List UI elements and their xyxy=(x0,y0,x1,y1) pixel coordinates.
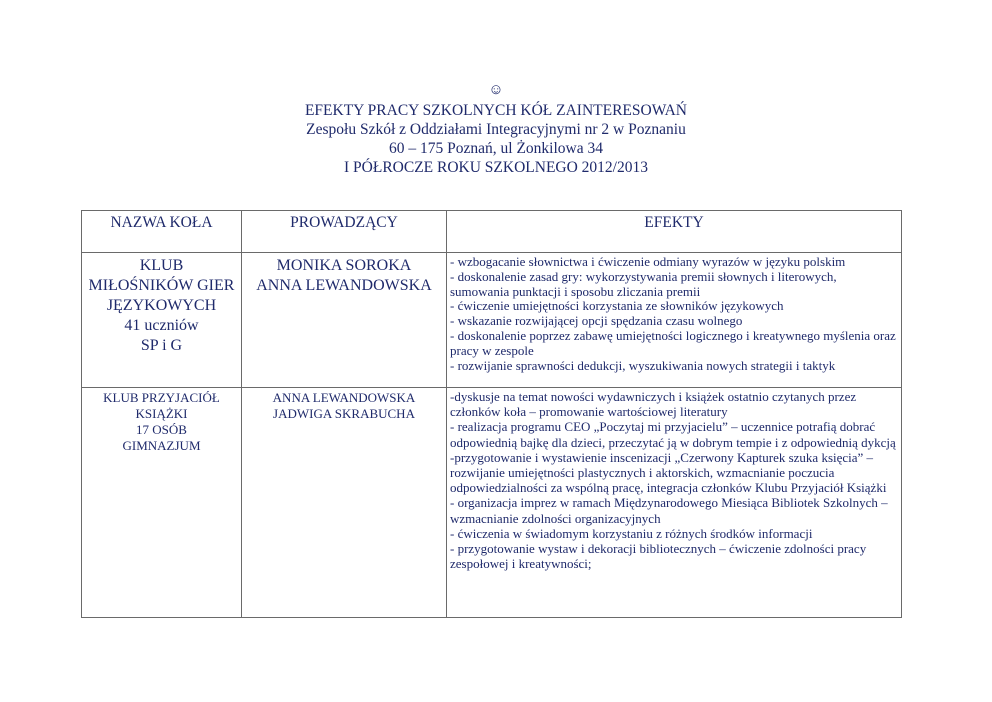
leaders-cell xyxy=(242,388,447,618)
club-name-cell xyxy=(82,388,242,618)
leader-name: MONIKA SOROKA xyxy=(276,257,412,274)
club-member-count: 41 uczniów xyxy=(124,317,199,334)
effect-item: - doskonalenie poprzez zabawę umiejętności logicznego i kreatywnego myślenia oraz pracy w zespole xyxy=(450,327,896,358)
effect-item: - ćwiczenia w świadomym korzystaniu z różnych środków informacji xyxy=(450,525,813,541)
leader-name: JADWIGA SKRABUCHA xyxy=(273,406,415,421)
leaders-cell xyxy=(242,253,447,388)
effect-item: - rozwijanie sprawności dedukcji, wyszukiwania nowych strategii i taktyk xyxy=(450,357,836,373)
club-name-line: MIŁOŚNIKÓW GIER xyxy=(88,277,235,294)
club-name-line: KLUB PRZYJACIÓŁ xyxy=(103,390,220,405)
smiley-icon: ☺ xyxy=(488,82,504,98)
effect-item: - doskonalenie zasad gry: wykorzystywania premii słownych i literowych, sumowania punktacji i sposobu zliczania premii xyxy=(450,268,837,299)
effects-cell xyxy=(447,253,902,388)
club-name-line: JĘZYKOWYCH xyxy=(106,297,217,314)
leader-name: ANNA LEWANDOWSKA xyxy=(256,277,432,294)
table-row xyxy=(82,253,902,388)
table-header-row xyxy=(82,211,902,253)
effects-cell xyxy=(447,388,902,618)
header-effects: EFEKTY xyxy=(447,211,902,253)
school-address: 60 – 175 Poznań, ul Żonkilowa 34 xyxy=(389,140,603,157)
leader-name: ANNA LEWANDOWSKA xyxy=(272,390,416,405)
effects-table xyxy=(81,210,902,618)
club-member-count: 17 OSÓB xyxy=(136,422,187,437)
effect-item: -przygotowanie i wystawienie inscenizacji „Czerwony Kapturek szuka księcia” – rozwijanie umiejętności plastycznych i aktorskich, wzmacnianie poczucia odpowiedzialności za wspólną pracę, integracja członków Klubu Przyjaciół Książki xyxy=(450,449,887,496)
effect-item: - przygotowanie wystaw i dekoracji bibliotecznych – ćwiczenie zdolności pracy zespołowej i kreatywności; xyxy=(450,541,867,572)
school-name: Zespołu Szkół z Oddziałami Integracyjnymi nr 2 w Poznaniu xyxy=(306,121,686,138)
header-leaders: PROWADZĄCY xyxy=(242,211,447,253)
club-name-line: KLUB xyxy=(139,257,184,274)
club-name-line: KSIĄŻKI xyxy=(135,406,188,421)
effect-item: - organizacja imprez w ramach Międzynarodowego Miesiąca Bibliotek Szkolnych – wzmacnianie zdolności organizacyjnych xyxy=(450,495,888,526)
term-label: I PÓŁROCZE ROKU SZKOLNEGO 2012/2013 xyxy=(344,159,648,176)
effect-item: - wskazanie rozwijającej opcji spędzania czasu wolnego xyxy=(450,313,743,329)
effect-item: -dyskusje na temat nowości wydawniczych i książek ostatnio czytanych przez członków koła – promowanie wartościowej literatury xyxy=(450,389,857,420)
effect-item: - ćwiczenie umiejętności korzystania ze słowników językowych xyxy=(450,298,784,314)
table-row xyxy=(82,388,902,618)
header-club-name: NAZWA KOŁA xyxy=(82,211,242,253)
document-title: EFEKTY PRACY SZKOLNYCH KÓŁ ZAINTERESOWAŃ xyxy=(304,102,688,119)
effect-item: - wzbogacanie słownictwa i ćwiczenie odmiany wyrazów w języku polskim xyxy=(450,254,846,269)
club-school-level: GIMNAZJUM xyxy=(122,438,201,453)
club-school-level: SP i G xyxy=(140,337,183,354)
club-name-cell xyxy=(82,253,242,388)
effect-item: - realizacja programu CEO „Poczytaj mi przyjacielu” – uczennice potrafią dobrać odpowiednią bajkę dla dzieci, przeczytać ją w dobrym tempie i z odpowiednią dykcją xyxy=(450,419,896,450)
